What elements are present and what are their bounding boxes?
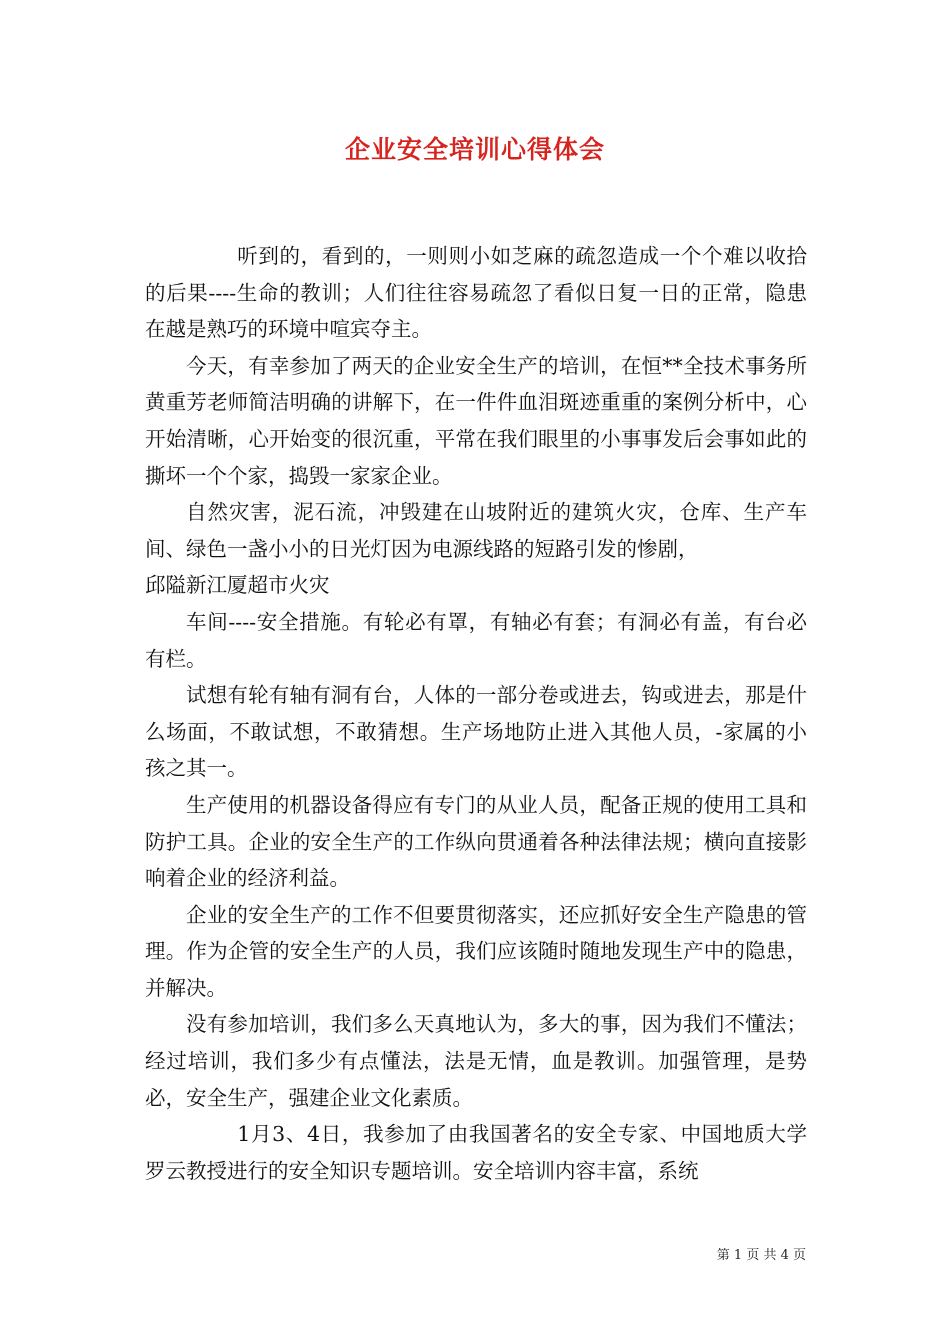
document-title: 企业安全培训心得体会 [344,135,605,164]
paragraph-9: 没有参加培训，我们多么天真地认为，多大的事，因为我们不懂法；经过培训，我们多少有点懂法，法是无情，血是教训。加强管理，是势必，安全生产，强建企业文化素质。 [145,1012,807,1110]
paragraph-3: 自然灾害，泥石流，冲毁建在山坡附近的建筑火灾，仓库、生产车间、绿色一盏小小的日光灯因为电源线路的短路引发的惨剧， [145,500,807,561]
paragraph-1: 听到的，看到的，一则则小如芝麻的疏忽造成一个个难以收拾的后果----生命的教训；人们往往容易疏忽了看似日复一日的正常，隐患在越是熟巧的环境中喧宾夺主。 [145,244,807,342]
document-body [145,238,807,1189]
paragraph-4: 邱隘新江厦超市火灾 [145,573,330,598]
paragraph-10: 1月3、4日，我参加了由我国著名的安全专家、中国地质大学罗云教授进行的安全知识专题培训。安全培训内容丰富，系统 [145,1122,807,1183]
paragraph-6: 试想有轮有轴有洞有台，人体的一部分卷或进去，钩或进去，那是什么场面，不敢试想，不敢猜想。生产场地防止进入其他人员，-家属的小孩之其一。 [145,683,807,781]
paragraph-2: 今天，有幸参加了两天的企业安全生产的培训，在恒**全技术事务所黄重芳老师简洁明确的讲解下，在一件件血泪斑迹重重的案例分析中，心开始清晰，心开始变的很沉重，平常在我们眼里的小事事发后会事如此的撕坏一个个家，捣毁一家家企业。 [145,353,807,488]
page-footer: 第 1 页 共 4 页 [716,1248,806,1263]
paragraph-8: 企业的安全生产的工作不但要贯彻落实，还应抓好安全生产隐患的管理。作为企管的安全生产的人员，我们应该随时随地发现生产中的隐患，并解决。 [145,902,807,1000]
paragraph-7: 生产使用的机器设备得应有专门的从业人员，配备正规的使用工具和防护工具。企业的安全生产的工作纵向贯通着各种法律法规；横向直接影响着企业的经济利益。 [145,792,807,891]
paragraph-5: 车间----安全措施。有轮必有罩，有轴必有套；有洞必有盖，有台必有栏。 [145,609,807,671]
